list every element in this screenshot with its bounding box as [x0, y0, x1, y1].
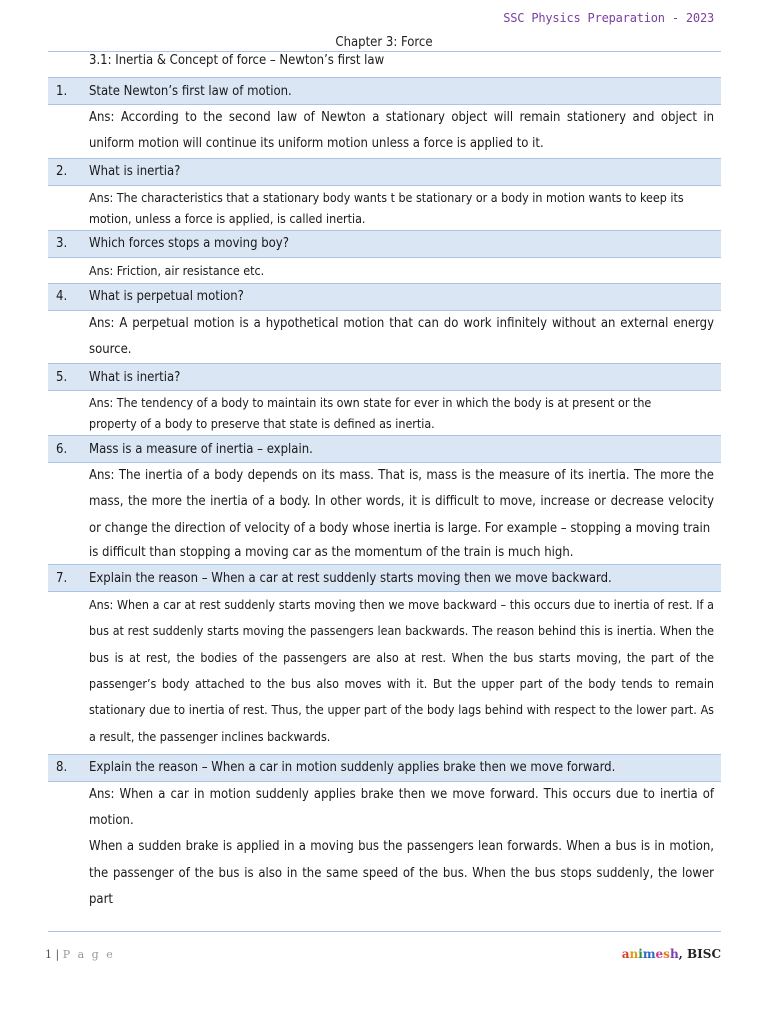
page-separator: |: [55, 948, 60, 961]
question-number: 7.: [56, 570, 68, 586]
answer-row: [48, 781, 721, 913]
question-row: [48, 435, 721, 462]
answer-text: Ans: Friction, air resistance etc.: [89, 262, 265, 278]
answer-row: [48, 185, 721, 230]
answer-row: [48, 462, 721, 564]
question-number: 6.: [56, 441, 68, 457]
question-text: State Newton’s first law of motion.: [89, 83, 292, 99]
answer-text: Ans: The inertia of a body depends on its mass. That is, mass is the measure of its inertia. The more the mass, the more the inertia of a body. In other words, it is difficult to move, increase or decrease velocity or change the direction of velocity of a body whose inertia is large. For example – stopping a moving train: [89, 468, 714, 536]
question-row: [48, 77, 721, 104]
question-text: Explain the reason – When a car in motion suddenly applies brake then we move forward.: [89, 760, 616, 776]
question-number: 1.: [56, 83, 68, 99]
question-row: [48, 363, 721, 390]
section-heading-row: [48, 51, 721, 77]
question-text: Mass is a measure of inertia – explain.: [89, 441, 313, 457]
answer-row: [48, 390, 721, 435]
answer-text: Ans: The tendency of a body to maintain its own state for ever in which the body is at present or the: [89, 395, 652, 411]
question-row: [48, 564, 721, 591]
answer-row: [48, 591, 721, 750]
brand-logo: animesh, BISC: [621, 947, 721, 961]
question-text: What is perpetual motion?: [89, 289, 244, 305]
question-row: [48, 158, 721, 185]
question-text: What is inertia?: [89, 369, 181, 385]
page-number: [45, 948, 115, 961]
answer-text: Ans: When a car in motion suddenly applies brake then we move forward. This occurs due to inertia of motion.: [89, 786, 714, 829]
answer-row: [48, 104, 721, 158]
chapter-title: Chapter 3: Force: [335, 35, 433, 50]
answer-row: [48, 257, 721, 283]
answer-text: Ans: When a car at rest suddenly starts moving then we move backward – this occurs due to inertia of rest. If a bus at rest suddenly starts moving the passengers lean backwards. The reason behind this is inertia. When the bus is at rest, the bodies of the passengers are also at rest. When the bus starts moving, the part of the passenger’s body attached to the bus also moves with it. But the upper part of the body tends to remain stationary due to inertia of rest. Thus, the upper part of the body lags behind with respect to the lower part. As a result, the passenger inclines backwards.: [89, 597, 714, 744]
answer-text: is difficult than stopping a moving car as the momentum of the train is much high.: [89, 545, 574, 561]
header-title: SSC Physics Preparation - 2023: [503, 11, 714, 25]
question-number: 5.: [56, 369, 68, 385]
qa-table: [48, 51, 721, 913]
answer-text: Ans: A perpetual motion is a hypothetical motion that can do work infinitely without an external energy source.: [89, 315, 714, 357]
answer-text: Ans: According to the second law of Newton a stationary object will remain stationery and object in uniform motion will continue its uniform motion unless a force is applied to it.: [89, 110, 714, 152]
question-number: 4.: [56, 289, 68, 305]
answer-text: motion, unless a force is applied, is called inertia.: [89, 210, 366, 226]
question-number: 3.: [56, 236, 68, 252]
footer-divider: [48, 931, 721, 932]
page-label: P a g e: [62, 948, 115, 961]
answer-text: property of a body to preserve that state is defined as inertia.: [89, 416, 435, 432]
question-text: Which forces stops a moving boy?: [89, 236, 289, 252]
section-heading: 3.1: Inertia & Concept of force – Newton’s first law: [89, 53, 385, 68]
question-row: [48, 230, 721, 257]
question-row: [48, 754, 721, 781]
question-number: 8.: [56, 760, 68, 776]
answer-row: [48, 310, 721, 364]
answer-text: When a sudden brake is applied in a moving bus the passengers lean forwards. When a bus is in motion, the passenger of the bus is also in the same speed of the bus. When the bus stops suddenly, the lower part: [89, 839, 714, 908]
question-text: What is inertia?: [89, 164, 181, 180]
question-text: Explain the reason – When a car at rest suddenly starts moving then we move backward.: [89, 570, 612, 586]
page-number-value: 1: [45, 948, 52, 961]
question-number: 2.: [56, 164, 68, 180]
answer-text: Ans: The characteristics that a stationary body wants t be stationary or a body in motion wants to keep its: [89, 189, 684, 205]
question-row: [48, 283, 721, 310]
